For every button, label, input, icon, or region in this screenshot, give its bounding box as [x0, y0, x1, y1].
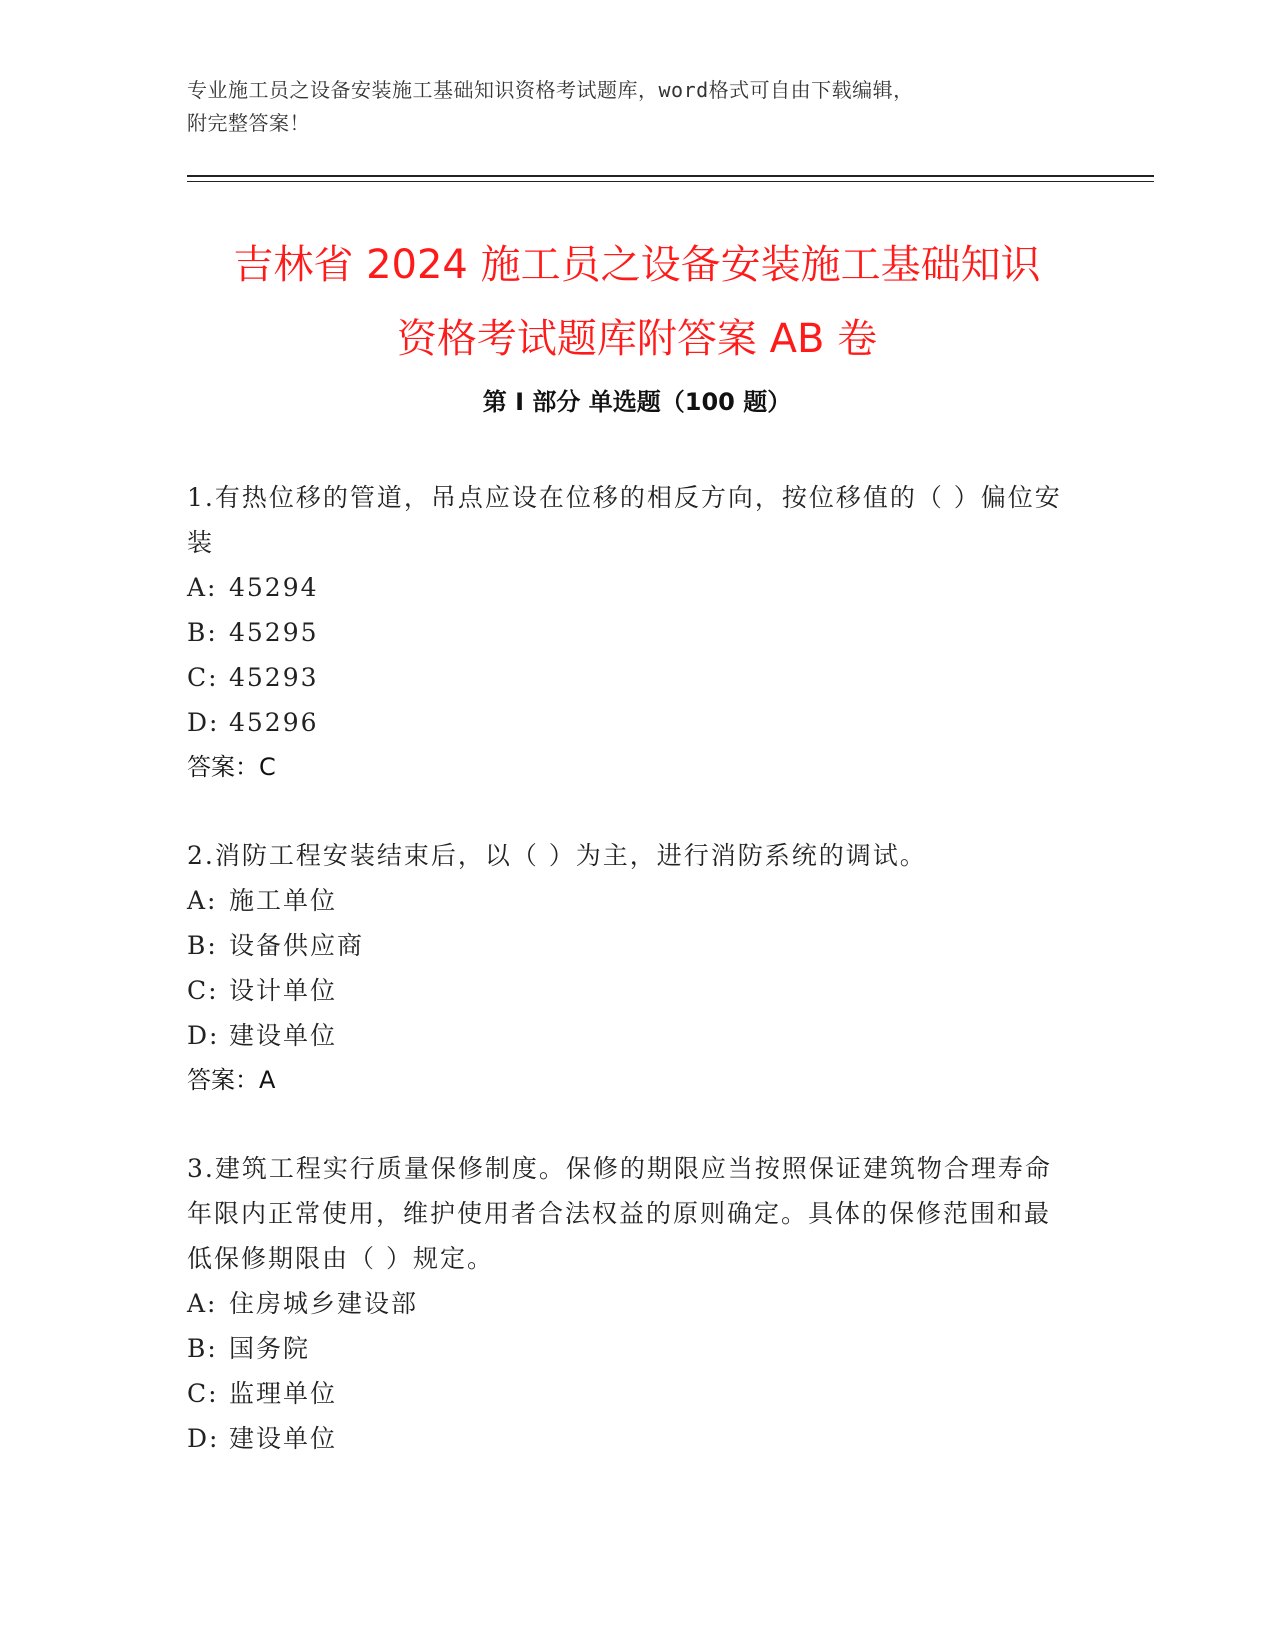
option-b	[187, 1326, 1067, 1371]
option-key: C:	[187, 976, 219, 1005]
option-text: 国务院	[229, 1334, 311, 1363]
option-a	[187, 1281, 1067, 1326]
option-text: 施工单位	[229, 886, 338, 915]
option-key: B:	[187, 1334, 218, 1363]
option-c	[187, 655, 1067, 700]
option-a	[187, 878, 1067, 923]
option-text: 设计单位	[229, 976, 338, 1005]
option-key: D:	[187, 1021, 220, 1050]
option-text: 建设单位	[229, 1021, 338, 1050]
option-b	[187, 923, 1067, 968]
question-stem: 2.消防工程安装结束后，以（ ）为主，进行消防系统的调试。	[187, 841, 927, 870]
document-title-line-1: 吉林省 2024 施工员之设备安装施工基础知识	[233, 242, 1041, 288]
header-note-line-2: 附完整答案！	[187, 111, 310, 135]
header-rule-thin	[187, 181, 1154, 182]
option-text: 设备供应商	[229, 931, 365, 960]
option-a	[187, 565, 1067, 610]
option-c	[187, 968, 1067, 1013]
header-note	[187, 74, 1087, 140]
option-key: B:	[187, 931, 218, 960]
option-d	[187, 700, 1067, 745]
option-text: 住房城乡建设部	[229, 1289, 419, 1318]
option-text: 45296	[229, 708, 319, 737]
question-stem: 1.有热位移的管道，吊点应设在位移的相反方向，按位移值的（ ）偏位安装	[187, 483, 1062, 557]
option-key: C:	[187, 663, 219, 692]
option-key: C:	[187, 1379, 219, 1408]
question-1	[187, 475, 1067, 790]
option-text: 45293	[229, 663, 319, 692]
option-d	[187, 1013, 1067, 1058]
header-rule-thick	[187, 175, 1154, 177]
answer-label: 答案：C	[187, 753, 276, 781]
option-d	[187, 1416, 1067, 1461]
question-stem: 3.建筑工程实行质量保修制度。保修的期限应当按照保证建筑物合理寿命年限内正常使用，维护使用者合法权益的原则确定。具体的保修范围和最低保修期限由（ ）规定。	[187, 1154, 1052, 1273]
option-text: 建设单位	[229, 1424, 338, 1453]
option-key: D:	[187, 1424, 220, 1453]
document-title	[187, 228, 1087, 376]
question-3	[187, 1146, 1067, 1461]
answer-label: 答案：A	[187, 1066, 276, 1094]
question-2	[187, 833, 1067, 1103]
option-key: B:	[187, 618, 218, 647]
option-key: D:	[187, 708, 220, 737]
option-key: A:	[187, 886, 218, 915]
option-key: A:	[187, 573, 218, 602]
option-text: 45295	[229, 618, 319, 647]
document-title-line-2: 资格考试题库附答案 AB 卷	[396, 316, 878, 362]
option-text: 监理单位	[229, 1379, 338, 1408]
option-key: A:	[187, 1289, 218, 1318]
option-b	[187, 610, 1067, 655]
header-note-line-1: 专业施工员之设备安装施工基础知识资格考试题库，word格式可自由下载编辑，	[187, 78, 914, 102]
question-list	[187, 475, 1067, 1504]
option-text: 45294	[229, 573, 319, 602]
section-title: 第 I 部分 单选题（100 题）	[482, 388, 792, 416]
option-c	[187, 1371, 1067, 1416]
